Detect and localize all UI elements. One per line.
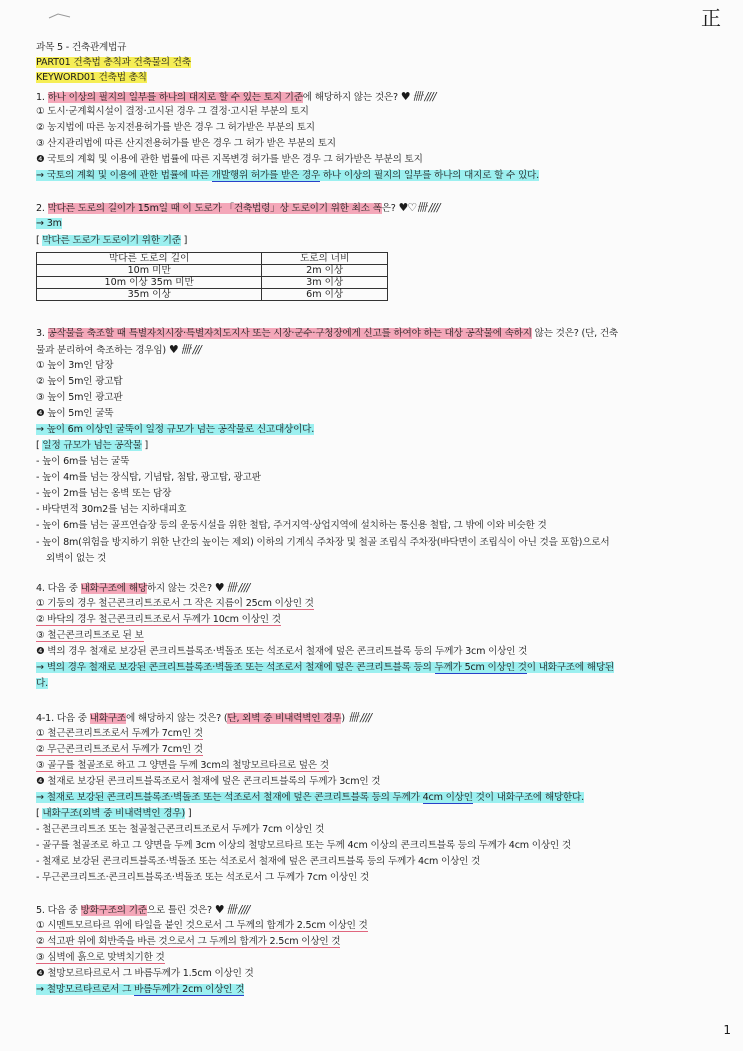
bullet: - 골구를 철골조로 하고 그 양면을 두께 3cm 이상의 철망모르타르 또는 두께 4cm 이상의 콘크리트블록 등의 두께가 4cm 이상인 것 [36,840,571,851]
box-heading: [ 내화구조(외벽 중 비내력벽인 경우) ] [36,808,192,819]
option-answer: ❹ 높이 5m인 굴뚝 [36,408,114,419]
table-header: 막다른 도로의 길이 [37,253,262,265]
bullet: - 높이 6m를 넘는 굴뚝 [36,456,130,467]
document-page: 正 과목 5 - 건축관계법규 PART01 건축법 총칙과 건축물의 건축 KEYWORD01 건축법 총칙 1. 하나 이상의 필지의 일부를 하나의 대지로 할 수 있는 토지 기준에 해당하지 않는 것은? ♥ 卌 //// ① 도시·군계획시설이 결정·고시된 경우 그 결정·고시된 부분의 토지 ② 농지법에 따른 농지전용허가를 받은 경우 그 허가받은 부분의 토지 ③ 산지관리법에 따른 산지전용허가를 받은 경우 그 허가 받은 부분의 토지 ❹ 국토의 계획 및 이용에 관한 법률에 따른 지목변경 허가를 받은 경우 그 허가받은 부분의 토지 → 국토의 계획 및 이용에 관한 법률에 따른 개발행위 허가를 받은 경우 하나 이상의 필지의 일부를 하나의 대지로 할 수 있다. 2. 막다른 도로의 길이가 15m일 때 이 도로가 「건축법령」상 도로이기 위한 최소 폭은? ♥♡卌 //// → 3m [ 막다른 도로가 도로이기 위한 기준 ] 막다른 도로의 길이 도로의 너비 10m 미만 2m 이상 10m 이상 35m 미만 3m 이상 35m 이상 6m 이상 3. 공작물을 축조할 때 특별자치시장·특별자치도지사 또는 시장·군수·구청장에게 신고를 하여야 하는 대상 공작물에 속하지 않는 것은? (단, 건축 물과 분리하여 축조하는 경우임) ♥ 卌 /// ① 높이 3m인 담장 ② 높이 5m인 광고탑 ③ 높이 5m인 광고판 ❹ 높이 5m인 굴뚝 → 높이 6m 이상인 굴뚝이 일정 규모가 넘는 공작물로 신고대상이다. [ 일정 규모가 넘는 공작물 ] - 높이 6m를 넘는 굴뚝 - 높이 4m를 넘는 장식탑, 기념탑, 첨탑, 광고탑, 광고판 - 높이 2m를 넘는 옹벽 또는 담장 - 바닥면적 30m2를 넘는 지하대피호 - 높이 6m를 넘는 골프연습장 등의 운동시설을 위한 철탑, 주거지역·상업지역에 설치하는 통신용 철탑, 그 밖에 이와 비슷한 것 - 높이 8m(위험을 방지하기 위한 난간의 높이는 제외) 이하의 기계식 주차장 및 철골 조립식 주차장(바닥면이 조립식이 아닌 것을 포함)으로서 외벽이 없는 것 4. 다음 중 내화구조에 해당하지 않는 것은? ♥ 卌 //// ① 기둥의 경우 철근콘크리트조로서 그 작은 지름이 25cm 이상인 것 ② 바닥의 경우 철근콘크리트조로서 두께가 10cm 이상인 것 ③ 철근콘크리트조로 된 보 ❹ 벽의 경우 철재로 보강된 콘크리트블록조·벽돌조 또는 석조로서 철재에 덮은 콘크리트블록 등의 두께가 3cm 이상인 것 → 벽의 경우 철재로 보강된 콘크리트블록조·벽돌조 또는 석조로서 철재에 덮은 콘크리트블록 등의 두께가 5cm 이상인 것이 내화구조에 해당된 다. 4-1. 다음 중 내화구조에 해당하지 않는 것은? (단, 외벽 중 비내력벽인 경우) 卌 //// ① 철근콘크리트조로서 두께가 7cm인 것 ② 무근콘크리트조로서 두께가 7cm인 것 ③ 골구를 철골조로 하고 그 양면을 두께 3cm의 철망모르타르로 덮은 것 ❹ 철재로 보강된 콘크리트블록조로서 철재에 덮은 콘크리트블록의 두께가 3cm인 것 → 철재로 보강된 콘크리트블록조·벽돌조 또는 석조로서 철재에 덮은 콘크리트블록 등의 두께가 4cm 이상인 것이 내화구조에 해당한다. [ 내화구조(외벽 중 비내력벽인 경우) ] - 철근콘크리트조 또는 철골철근콘크리트조로서 두께가 7cm 이상인 것 - 골구를 철골조로 하고 그 양면을 두께 3cm 이상의 철망모르타르 또는 두께 4cm 이상의 콘크리트블록 등의 두께가 4cm 이상인 것 - 철재로 보강된 콘크리트블록조·벽돌조 또는 석조로서 철재에 덮은 콘크리트블록 등의 두께가 4cm 이상인 것 - 무근콘크리트조·콘크리트블록조·벽돌조 또는 석조로서 그 두께가 7cm 이상인 것 5. 다음 중 방화구조의 기준으로 틀린 것은? ♥ 卌 //// ① 시멘트모르타르 위에 타일을 붙인 것으로서 그 두께의 합계가 2.5cm 이상인 것 ② 석고판 위에 회반죽을 바른 것으로서 그 두께의 합계가 2.5cm 이상인 것 ③ 심벽에 흙으로 맞벽치기한 것 ❹ 철망모르타르로서 그 바름두께가 1.5cm 이상인 것 → 철망모르타르로서 그 바름두께가 2cm 이상인 것 1 [0,0,743,1051]
option: ① 시멘트모르타르 위에 타일을 붙인 것으로서 그 두께의 합계가 2.5cm 이상인 것 [36,920,368,931]
bullet: - 무근콘크리트조·콘크리트블록조·벽돌조 또는 석조로서 그 두께가 7cm 이상인 것 [36,872,369,883]
option: ② 무근콘크리트조로서 두께가 7cm인 것 [36,744,203,755]
bullet: - 높이 6m를 넘는 골프연습장 등의 운동시설을 위한 철탑, 주거지역·상업지역에 설치하는 통신용 철탑, 그 밖에 이와 비슷한 것 [36,520,547,531]
bullet: - 높이 2m를 넘는 옹벽 또는 담장 [36,488,172,499]
answer-explanation: → 철재로 보강된 콘크리트블록조·벽돌조 또는 석조로서 철재에 덮은 콘크리트블록 등의 두께가 4cm 이상인 것이 내화구조에 해당한다. [36,792,584,803]
option: ① 철근콘크리트조로서 두께가 7cm인 것 [36,728,203,739]
bullet-continued: 외벽이 없는 것 [46,553,107,564]
question-1: 1. 하나 이상의 필지의 일부를 하나의 대지로 할 수 있는 토지 기준에 해당하지 않는 것은? ♥ 卌 //// [36,90,436,103]
scribble-mark [48,12,72,20]
answer-explanation: → 3m [36,218,62,229]
option: ③ 산지관리법에 따른 산지전용허가를 받은 경우 그 허가 받은 부분의 토지 [36,138,336,149]
option: ③ 심벽에 흙으로 맞벽치기한 것 [36,952,165,963]
option-answer: ❹ 철재로 보강된 콘크리트블록조로서 철재에 덮은 콘크리트블록의 두께가 3cm인 것 [36,776,381,787]
review-tally: ♥ 卌 /// [168,343,201,356]
answer-explanation: → 벽의 경우 철재로 보강된 콘크리트블록조·벽돌조 또는 석조로서 철재에 덮은 콘크리트블록 등의 두께가 5cm 이상인 것이 내화구조에 해당된 [36,662,614,673]
option: ③ 철근콘크리트조로 된 보 [36,630,144,641]
option: ③ 골구를 철골조로 하고 그 양면을 두께 3cm의 철망모르타르로 덮은 것 [36,760,329,771]
table-cell: 35m 이상 [37,289,262,301]
table-cell: 3m 이상 [262,277,388,289]
option: ② 바닥의 경우 철근콘크리트조로서 두께가 10cm 이상인 것 [36,614,281,625]
table-cell: 10m 이상 35m 미만 [37,277,262,289]
table-cell: 6m 이상 [262,289,388,301]
part-title: PART01 건축법 총칙과 건축물의 건축 [36,57,191,68]
answer-explanation: 다. [36,678,48,689]
review-tally: ♥ 卌 //// [400,90,436,103]
question-4-1: 4-1. 다음 중 내화구조에 해당하지 않는 것은? (단, 외벽 중 비내력벽인 경우) 卌 //// [36,711,372,724]
question-3: 3. 공작물을 축조할 때 특별자치시장·특별자치도지사 또는 시장·군수·구청장에게 신고를 하여야 하는 대상 공작물에 속하지 않는 것은? (단, 건축 [36,328,618,339]
bullet: - 철근콘크리트조 또는 철골철근콘크리트조로서 두께가 7cm 이상인 것 [36,824,325,835]
bullet: - 높이 8m(위험을 방지하기 위한 난간의 높이는 제외) 이하의 기계식 주차장 및 철골 조립식 주차장(바닥면이 조립식이 아닌 것을 포함)으로서 [36,537,610,548]
option-answer: ❹ 철망모르타르로서 그 바름두께가 1.5cm 이상인 것 [36,968,254,979]
review-tally: ♥ 卌 //// [214,903,250,916]
option: ② 높이 5m인 광고탑 [36,376,123,387]
bullet: - 철재로 보강된 콘크리트블록조·벽돌조 또는 석조로서 철재에 덮은 콘크리트블록 등의 두께가 4cm 이상인 것 [36,856,481,867]
answer-explanation: → 높이 6m 이상인 굴뚝이 일정 규모가 넘는 공작물로 신고대상이다. [36,424,315,435]
page-number: 1 [723,1023,731,1037]
table-header: 도로의 너비 [262,253,388,265]
option: ① 기둥의 경우 철근콘크리트조로서 그 작은 지름이 25cm 이상인 것 [36,598,314,609]
question-5: 5. 다음 중 방화구조의 기준으로 틀린 것은? ♥ 卌 //// [36,903,250,916]
table-cell: 2m 이상 [262,265,388,277]
option: ② 석고판 위에 회반죽을 바른 것으로서 그 두께의 합계가 2.5cm 이상인 것 [36,936,341,947]
option: ① 높이 3m인 담장 [36,360,114,371]
corner-tally-mark: 正 [701,6,721,30]
question-2: 2. 막다른 도로의 길이가 15m일 때 이 도로가 「건축법령」상 도로이기 위한 최소 폭은? ♥♡卌 //// [36,201,440,214]
box-heading: [ 막다른 도로가 도로이기 위한 기준 ] [36,235,188,246]
table-cell: 10m 미만 [37,265,262,277]
keyword-title: KEYWORD01 건축법 총칙 [36,72,147,83]
option-answer: ❹ 벽의 경우 철재로 보강된 콘크리트블록조·벽돌조 또는 석조로서 철재에 덮은 콘크리트블록 등의 두께가 3cm 이상인 것 [36,646,528,657]
bullet: - 높이 4m를 넘는 장식탑, 기념탑, 첨탑, 광고탑, 광고판 [36,472,261,483]
bullet: - 바닥면적 30m2를 넘는 지하대피호 [36,504,187,515]
option: ③ 높이 5m인 광고판 [36,392,123,403]
box-heading: [ 일정 규모가 넘는 공작물 ] [36,440,149,451]
review-tally: 卌 //// [347,711,372,724]
road-width-table [36,252,388,301]
answer-explanation: → 철망모르타르로서 그 바름두께가 2cm 이상인 것 [36,984,245,995]
subject-title: 과목 5 - 건축관계법규 [36,42,127,53]
review-tally: ♥ 卌 //// [214,581,250,594]
answer-explanation: → 국토의 계획 및 이용에 관한 법률에 따른 개발행위 허가를 받은 경우 하나 이상의 필지의 일부를 하나의 대지로 할 수 있다. [36,170,539,181]
question-4: 4. 다음 중 내화구조에 해당하지 않는 것은? ♥ 卌 //// [36,581,250,594]
option: ② 농지법에 따른 농지전용허가를 받은 경우 그 허가받은 부분의 토지 [36,122,315,133]
review-tally: ♥♡卌 //// [398,201,440,214]
option: ① 도시·군계획시설이 결정·고시된 경우 그 결정·고시된 부분의 토지 [36,106,309,117]
option-answer: ❹ 국토의 계획 및 이용에 관한 법률에 따른 지목변경 허가를 받은 경우 그 허가받은 부분의 토지 [36,154,423,165]
